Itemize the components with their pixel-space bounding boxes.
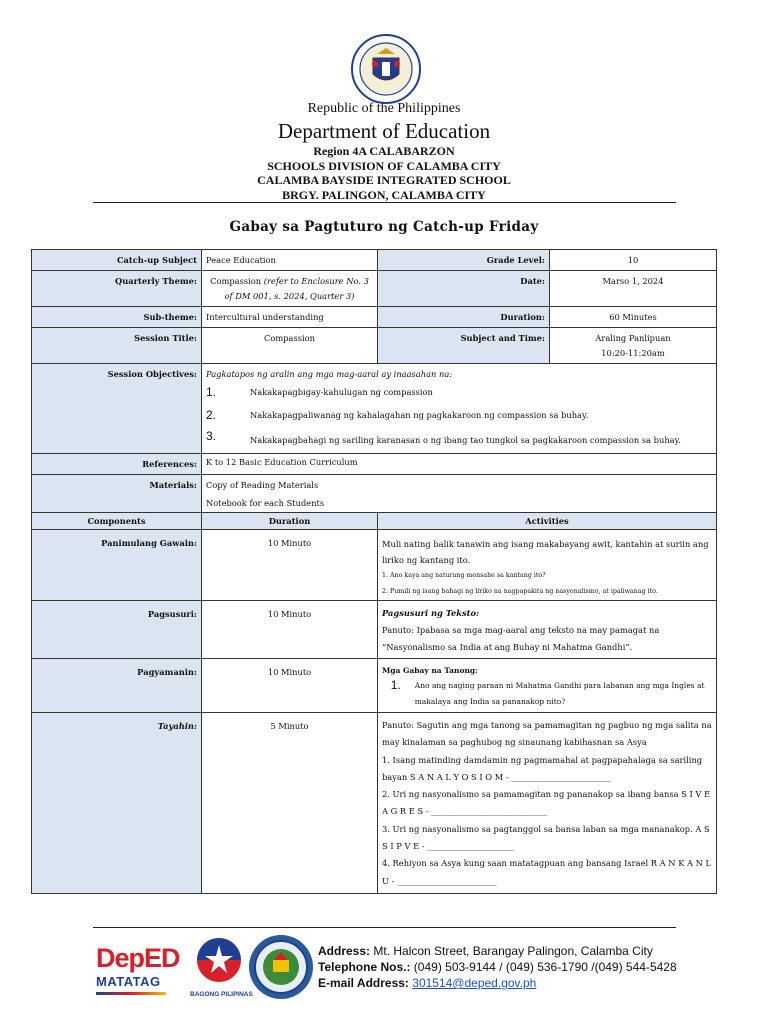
- school-header-block: [0, 144, 768, 202]
- references-row: [32, 454, 717, 475]
- footer-divider: [93, 927, 676, 928]
- pagyamanin-duration: 10 Minuto: [202, 659, 378, 713]
- objective-item: [206, 429, 712, 451]
- pagyamanin-question-item: [382, 678, 712, 710]
- duration-value: 60 Minutes: [550, 307, 717, 328]
- deped-matatag-logo: [96, 938, 188, 1000]
- bagong-pilipinas-logo: [190, 933, 253, 999]
- subject-time-label: Subject and Time:: [378, 328, 550, 364]
- objectives-intro: Pagkatapos ng aralin ang mga mag-aaral ay inaasahan na:: [206, 369, 453, 379]
- lesson-plan-table: [31, 249, 717, 894]
- subtheme-row: [32, 307, 717, 328]
- objective-number: 2.: [206, 408, 217, 422]
- theme-label: Quarterly Theme:: [32, 271, 202, 307]
- subject-time-subject: Araling Panlipuan: [595, 333, 671, 343]
- objectives-cell: [202, 364, 717, 454]
- panimula-question: 1. Ano kaya ang naturang mensahe sa kantang ito?: [382, 572, 546, 579]
- pagyamanin-label: Pagyamanin:: [32, 659, 202, 713]
- references-value: K to 12 Basic Education Curriculum: [202, 454, 717, 475]
- duration-label: Duration:: [378, 307, 550, 328]
- materials-cell: [202, 475, 717, 513]
- tayahin-row: [32, 713, 717, 894]
- panimula-activity: [378, 530, 717, 601]
- objectives-row: [32, 364, 717, 454]
- tayahin-intro: Panuto: Sagutin ang mga tanong sa pamamagitan ng pagbuo ng mga salita na may kinalaman sa paghubog ng sinaunang kabihasnan sa Asya: [382, 720, 712, 748]
- address-value: Mt. Halcon Street, Barangay Palingon, Calamba City: [373, 944, 653, 958]
- theme-row: [32, 271, 717, 307]
- deped-seal-logo: [351, 34, 421, 104]
- matatag-stripe: [96, 992, 166, 995]
- objective-text: Nakakapagpaliwanag ng kahalagahan ng pagkakaroon ng compassion sa buhay.: [250, 410, 589, 420]
- session-title-label: Session Title:: [32, 328, 202, 364]
- theme-note: (refer to Enclosure No. 3 of DM 001, s. 2024, Quarter 3): [224, 276, 369, 301]
- subject-label: Catch-up Subject: [32, 250, 202, 271]
- footer-contact: [318, 943, 677, 991]
- objective-text: Nakakapagbahagi ng sariling karanasan o ng ibang tao tungkol sa pagkakaroon compassion sa buhay.: [250, 435, 681, 445]
- components-header-row: [32, 513, 717, 530]
- header-divider: [93, 202, 676, 203]
- deped-wordmark: DepED: [96, 943, 180, 973]
- subtheme-value: Intercultural understanding: [202, 307, 378, 328]
- school-line: CALAMBA BAYSIDE INTEGRATED SCHOOL: [257, 173, 511, 187]
- pagyamanin-activity: [378, 659, 717, 713]
- subject-time-cell: [550, 328, 717, 364]
- region-line: Region 4A CALABARZON: [313, 144, 455, 158]
- footer-email-line: [318, 975, 677, 991]
- grade-value: 10: [550, 250, 717, 271]
- pagyamanin-title: Mga Gabay na Tanong:: [382, 666, 478, 675]
- tayahin-item: 3. Uri ng nasyonalismo sa pagtanggol sa bansa laban sa mga mananakop. A S S I P V E - _____________________: [382, 823, 710, 852]
- footer-address-line: [318, 943, 677, 959]
- pagyamanin-question-number: 1.: [390, 678, 401, 692]
- objective-text: Nakakapagbigay-kahulugan ng compassion: [250, 387, 433, 397]
- bagong-pilipinas-emblem: [190, 933, 248, 987]
- tayahin-activity: [378, 713, 717, 894]
- pagyamanin-row: [32, 659, 717, 713]
- objective-item: [206, 408, 712, 423]
- footer-telephone-line: [318, 959, 677, 975]
- address-label: Address:: [318, 944, 371, 958]
- tayahin-item: 2. Uri ng nasyonalismo sa pamamagitan ng pananakop sa ibang bansa S I V E A G R E S - ____________________________: [382, 789, 711, 817]
- theme-value: Compassion: [210, 276, 262, 286]
- telephone-value: (049) 503-9144 / (049) 536-1790 /(049) 544-5428: [413, 960, 677, 974]
- components-header: Components: [32, 513, 202, 530]
- pagsusuri-duration: 10 Minuto: [202, 601, 378, 659]
- department-line: Department of Education: [277, 119, 491, 143]
- tayahin-duration: 5 Minuto: [202, 713, 378, 894]
- materials-item: Copy of Reading Materials: [206, 480, 319, 490]
- pagsusuri-title: Pagsusuri ng Teksto:: [382, 608, 480, 618]
- objectives-label: Session Objectives:: [32, 364, 202, 454]
- activities-header: Activities: [378, 513, 717, 530]
- document-title: Gabay sa Pagtuturo ng Catch-up Friday: [229, 219, 539, 235]
- email-link[interactable]: 301514@deped.gov.ph: [412, 976, 537, 990]
- tayahin-label: Tayahin:: [32, 713, 202, 894]
- panimula-label: Panimulang Gawain:: [32, 530, 202, 601]
- division-line: SCHOOLS DIVISION OF CALAMBA CITY: [267, 158, 501, 173]
- materials-row: [32, 475, 717, 513]
- matatag-wordmark: MATATAG: [96, 974, 161, 989]
- pagsusuri-activity: [378, 601, 717, 659]
- pagsusuri-text: Panuto: Ipabasa sa mga mag-aaral ang teksto na may pamagat na “Nasyonalismo sa India at ang Buhay ni Mahatma Gandhi”.: [382, 625, 660, 652]
- subtheme-label: Sub-theme:: [32, 307, 202, 328]
- pagsusuri-row: [32, 601, 717, 659]
- subject-row: [32, 250, 717, 271]
- republic-line: Republic of the Philippines: [307, 101, 461, 116]
- telephone-label: Telephone Nos.:: [318, 960, 411, 974]
- materials-item: Notebook for each Students: [206, 498, 325, 508]
- panimula-question: 2. Pumili ng isang bahagi ng liriko na nagpapakita ng nasyonalismo, at ipaliwanag ito.: [382, 588, 658, 595]
- bagong-pilipinas-text: BAGONG PILIPINAS: [190, 991, 253, 998]
- subject-time-time: 10:20-11:20am: [601, 348, 665, 358]
- email-label: E-mail Address:: [318, 976, 409, 990]
- grade-label: Grade Level:: [378, 250, 550, 271]
- theme-cell: [202, 271, 378, 307]
- date-value: Marso 1, 2024: [550, 271, 717, 307]
- panimula-text: Muli nating balik tanawin ang isang makabayang awit, kantahin at suriin ang liriko ng kantang ito.: [382, 539, 709, 565]
- pagsusuri-label: Pagsusuri:: [32, 601, 202, 659]
- subject-value: Peace Education: [202, 250, 378, 271]
- session-title-value: Compassion: [202, 328, 378, 364]
- date-label: Date:: [378, 271, 550, 307]
- objective-number: 1.: [206, 385, 217, 399]
- panimula-duration: 10 Minuto: [202, 530, 378, 601]
- materials-label: Materials:: [32, 475, 202, 513]
- address-line: BRGY. PALINGON, CALAMBA CITY: [282, 187, 486, 202]
- panimula-row: [32, 530, 717, 601]
- tayahin-item: 4. Rehiyon sa Asya kung saan matatagpuan ang bansang Israel R A N K A N L U - ________________________: [382, 858, 712, 886]
- duration-header: Duration: [202, 513, 378, 530]
- pagyamanin-question: Ano ang naging paraan ni Mahatma Gandhi para labanan ang mga Ingles at makalaya ang India sa pananakop nito?: [414, 681, 705, 706]
- school-seal-logo: [248, 934, 314, 1000]
- session-title-row: [32, 328, 717, 364]
- references-label: References:: [32, 454, 202, 475]
- tayahin-item: 1. Isang matinding damdamin ng pagmamahal at pagpapahalaga sa sariling bayan S A N A L Y O S I O M - ________________________: [382, 754, 703, 782]
- objective-number: 3.: [206, 429, 217, 443]
- objective-item: [206, 385, 712, 400]
